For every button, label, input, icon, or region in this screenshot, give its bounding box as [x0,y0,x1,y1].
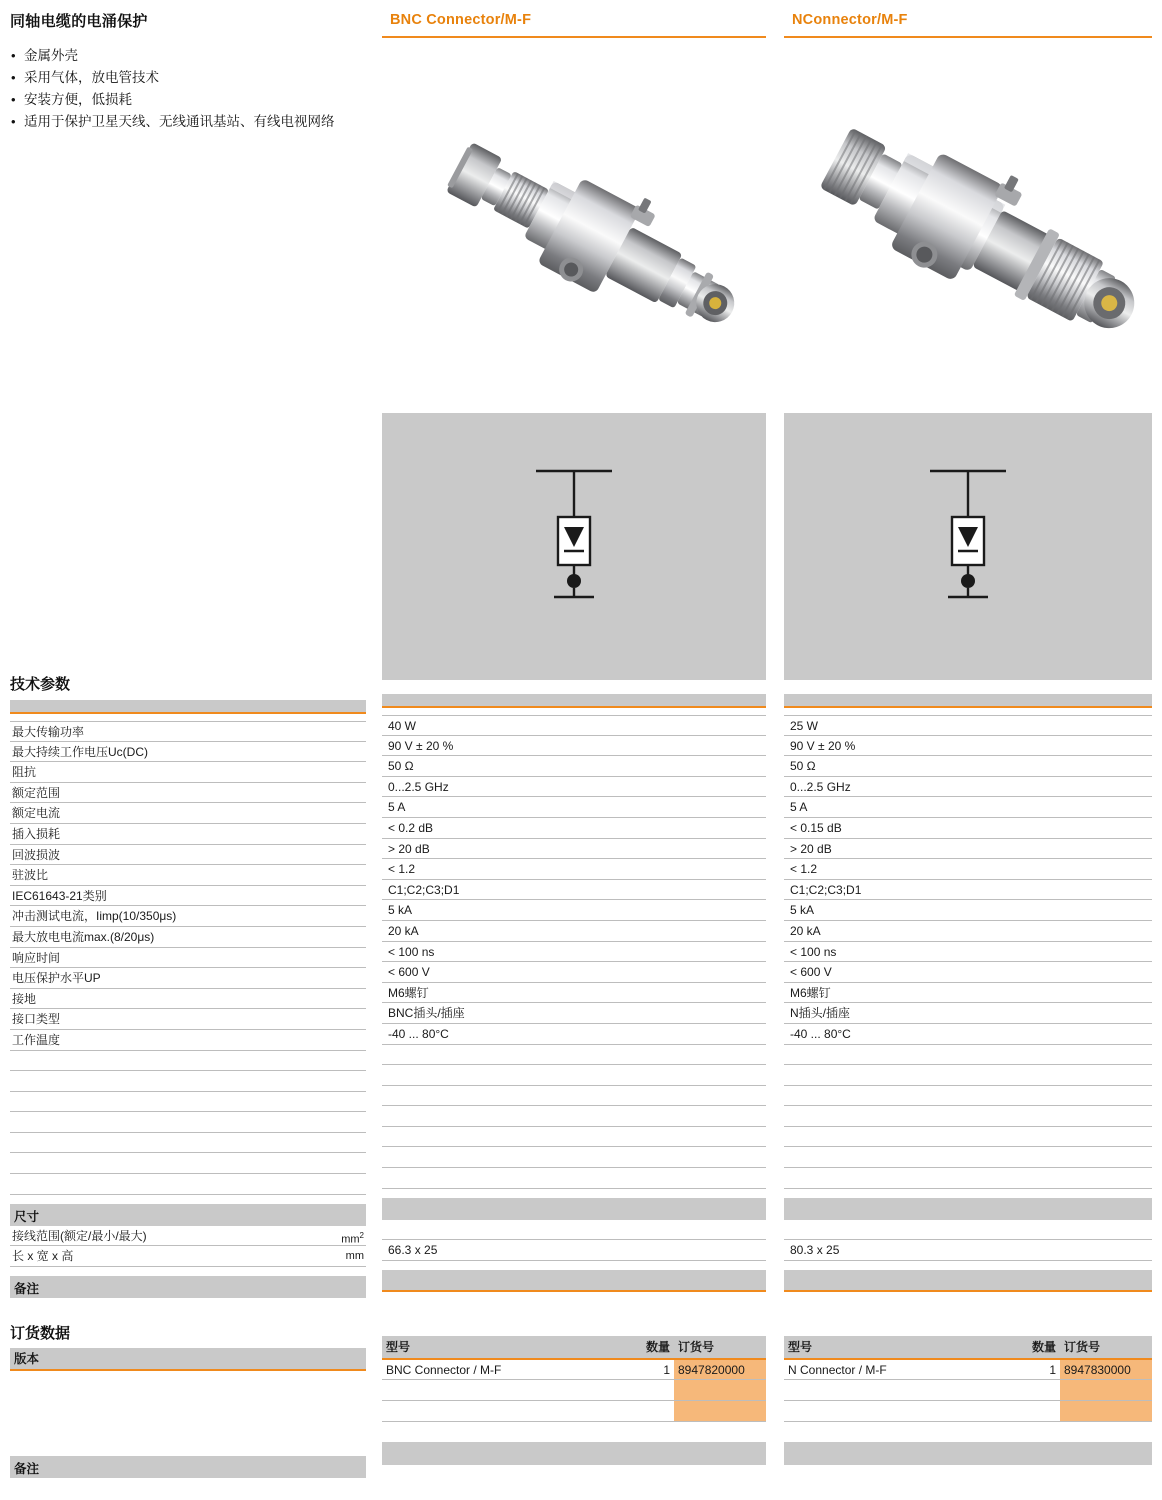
spec-value: C1;C2;C3;D1 [784,880,1152,901]
spec-label-empty [10,1153,366,1174]
spec-label-empty [10,1112,366,1133]
order-number-empty [674,1401,766,1422]
order-table-header-row [382,1336,766,1359]
spec-value: N插头/插座 [784,1003,1152,1024]
spec-value: 90 V ± 20 % [382,736,766,757]
page-title: 同轴电缆的电涌保护 [10,13,148,30]
spec-label: 阻抗 [10,762,366,783]
spec-value: 0...2.5 GHz [382,777,766,798]
tech-spec-section [10,673,366,1478]
n-connector-photo [784,38,1152,413]
remark-band-1: 备注 [10,1276,366,1298]
spec-label-empty [10,1133,366,1154]
spec-value: 5 A [382,797,766,818]
dimension-value: 80.3 x 25 [784,1240,1152,1261]
spec-value: < 1.2 [382,859,766,880]
bnc-connector-image [382,38,766,413]
dimension-label-text: 接线范围(额定/最小/最大) [12,1228,147,1243]
spec-value: BNC插头/插座 [382,1003,766,1024]
order-type: BNC Connector / M-F [382,1359,616,1380]
spec-value: -40 ... 80°C [784,1024,1152,1045]
spec-value: M6螺钉 [382,983,766,1004]
order-qty: 1 [616,1359,674,1380]
order-number-empty [1060,1380,1152,1401]
order-col-qty: 数量 [616,1336,674,1359]
spec-label-empty [10,1071,366,1092]
dimension-value [382,1220,766,1241]
order-type-empty [784,1380,1002,1401]
spec-value-empty [382,1147,766,1168]
spec-value: < 600 V [784,962,1152,983]
spec-label-empty [10,1051,366,1072]
spec-value: 40 W [382,715,766,736]
spec-value: 50 Ω [382,756,766,777]
dimension-rows [10,1226,366,1267]
order-col-number: 订货号 [674,1336,766,1359]
spec-value-empty [784,1065,1152,1086]
spec-label: 接地 [10,989,366,1010]
list-item: • 金属外壳 [10,45,366,67]
list-item: • 安装方便，低损耗 [10,89,366,111]
spd-symbol-icon [514,467,634,627]
n-connector-image [784,38,1152,413]
order-qty: 1 [1002,1359,1060,1380]
spec-label: 工作温度 [10,1030,366,1051]
order-data-title: 订货数据 [10,1324,71,1342]
remark-band-2-value [784,1442,1152,1465]
schematic-diagram-n [784,413,1152,680]
bnc-connector-photo [382,38,766,413]
order-type-empty [784,1401,1002,1422]
spec-value: 20 kA [382,921,766,942]
table-row[interactable] [382,1359,766,1380]
dimension-unit: $mm^2$ [341,1230,364,1246]
order-type: N Connector / M-F [784,1359,1002,1380]
spec-value: 0...2.5 GHz [784,777,1152,798]
product-column-bnc [382,0,766,1377]
spec-value: C1;C2;C3;D1 [382,880,766,901]
spec-value: < 600 V [382,962,766,983]
spec-value: > 20 dB [784,839,1152,860]
spec-value: 90 V ± 20 % [784,736,1152,757]
spec-value-empty [784,1147,1152,1168]
dimension-value [784,1220,1152,1241]
spec-value: < 0.2 dB [382,818,766,839]
spec-value-empty [382,1086,766,1107]
dimension-value: 66.3 x 25 [382,1240,766,1261]
spec-label: 最大放电电流max.(8/20μs) [10,927,366,948]
table-row [382,1380,766,1401]
dimensions-band [382,1198,766,1220]
spec-label: 额定范围 [10,783,366,804]
tech-spec-band [10,700,366,714]
spec-value: 25 W [784,715,1152,736]
spec-label: 驻波比 [10,865,366,886]
product-header: BNC Connector/M-F [382,0,766,38]
schematic-diagram-bnc [382,413,766,680]
dimensions-title: 尺寸 [10,1204,366,1226]
order-number-empty [1060,1401,1152,1422]
order-table-bnc [382,1336,766,1423]
spec-value: 50 Ω [784,756,1152,777]
spec-band [382,694,766,708]
product-column-n [784,0,1152,1377]
spec-value-empty [382,1106,766,1127]
spec-label: 回波损波 [10,845,366,866]
spec-value: 20 kA [784,921,1152,942]
tech-spec-title: 技术参数 [10,676,71,693]
spec-value: -40 ... 80°C [382,1024,766,1045]
order-col-type: 型号 [784,1336,1002,1359]
spec-value: 5 A [784,797,1152,818]
table-row [784,1401,1152,1422]
spec-value-empty [784,1086,1152,1107]
dimension-label [10,1226,366,1247]
spec-values-n [784,673,1152,1465]
spec-label: 接口类型 [10,1009,366,1030]
spec-label: 额定电流 [10,803,366,824]
spec-value-empty [382,1127,766,1148]
spec-values-bnc [382,673,766,1465]
remark-band-1-value [382,1270,766,1292]
spec-value-empty [382,1045,766,1066]
dimension-unit: mm [345,1250,364,1263]
spec-value: > 20 dB [382,839,766,860]
spec-value: 5 kA [784,900,1152,921]
spec-value-empty [784,1127,1152,1148]
spec-value-empty [784,1106,1152,1127]
spec-band [784,694,1152,708]
spec-value: < 100 ns [784,942,1152,963]
version-band: 版本 [10,1348,366,1371]
spec-label-rows [10,721,366,1195]
order-col-number: 订货号 [1060,1336,1152,1359]
spec-label-empty [10,1174,366,1195]
spec-label: 最大持续工作电压Uc(DC) [10,742,366,763]
dimension-label-text: 长 x 宽 x 高 [12,1249,74,1264]
order-number: 8947820000 [674,1359,766,1380]
spec-label: 响应时间 [10,948,366,969]
order-qty-empty [1002,1380,1060,1401]
order-table-n [784,1336,1152,1423]
list-item: • 采用气体，放电管技术 [10,67,366,89]
order-number: 8947830000 [1060,1359,1152,1380]
order-qty-empty [1002,1401,1060,1422]
spec-value-empty [784,1045,1152,1066]
order-col-qty: 数量 [1002,1336,1060,1359]
spec-value-empty [784,1168,1152,1189]
order-number-empty [674,1380,766,1401]
spec-value: 5 kA [382,900,766,921]
remark-band-1-value [784,1270,1152,1292]
order-qty-empty [616,1380,674,1401]
table-row[interactable] [784,1359,1152,1380]
dimensions-band [784,1198,1152,1220]
spec-value-empty [382,1168,766,1189]
list-item: • 适用于保护卫星天线、无线通讯基站、有线电视网络 [10,111,366,133]
remark-band-2: 备注 [10,1456,366,1478]
table-row [784,1380,1152,1401]
order-type-empty [382,1380,616,1401]
order-type-empty [382,1401,616,1422]
order-col-type: 型号 [382,1336,616,1359]
spd-symbol-icon [908,467,1028,627]
table-row [382,1401,766,1422]
feature-list [10,45,366,132]
spec-label: 最大传输功率 [10,721,366,742]
spec-label: 电压保护水平UP [10,968,366,989]
spec-value: M6螺钉 [784,983,1152,1004]
left-column [10,0,366,1476]
remark-band-2-value [382,1442,766,1465]
product-header: NConnector/M-F [784,0,1152,38]
order-table-header-row [784,1336,1152,1359]
spec-label: IEC61643-21类别 [10,886,366,907]
order-qty-empty [616,1401,674,1422]
spec-value: < 100 ns [382,942,766,963]
spec-value: < 0.15 dB [784,818,1152,839]
dimension-label [10,1246,366,1267]
spec-label-empty [10,1092,366,1113]
spec-label: 冲击测试电流，Iimp(10/350μs) [10,906,366,927]
spec-value-empty [382,1065,766,1086]
spec-value: < 1.2 [784,859,1152,880]
spec-label: 插入损耗 [10,824,366,845]
